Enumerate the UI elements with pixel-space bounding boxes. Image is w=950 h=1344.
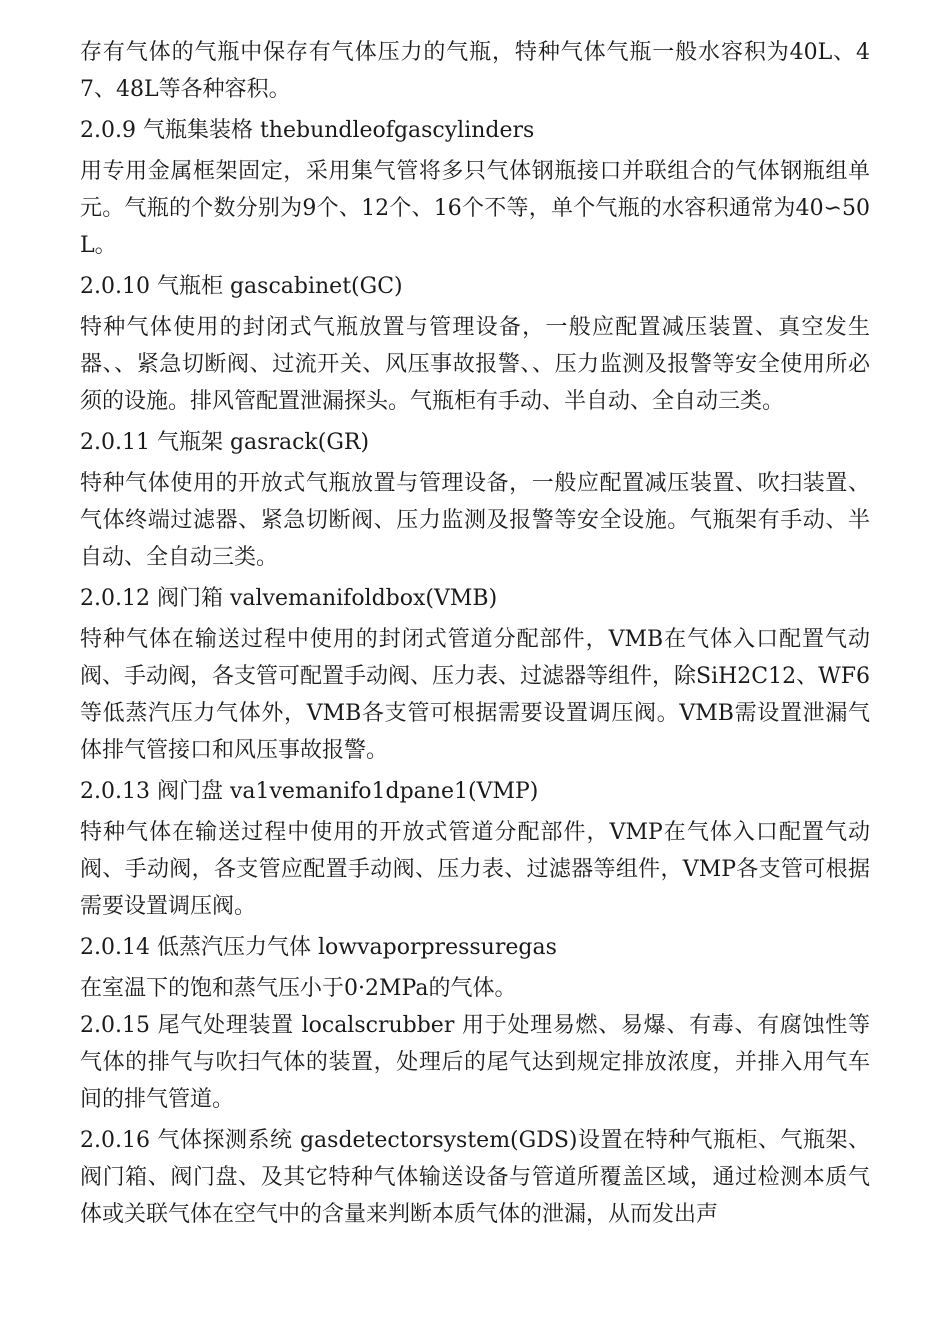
paragraph-gas-rack: 特种气体使用的开放式气瓶放置与管理设备，一般应配置减压装置、吹扫装置、气体终端过滤器、紧急切断阀、压力监测及报警等安全设施。气瓶架有手动、半自动、全自动三类。 [80, 471, 870, 570]
paragraph-valve-manifold-panel: 特种气体在输送过程中使用的开放式管道分配部件，VMP在气体入口配置气动阀、手动阀，各支管应配置手动阀、压力表、过滤器等组件，VMP各支管可根据需要设置调压阀。 [80, 820, 870, 919]
section-heading-2-0-12: 2.0.12 阀门箱 valvemanifoldbox(VMB) [80, 586, 498, 611]
paragraph-low-vapor-pressure: 在室温下的饱和蒸气压小于0·2MPa的气体。 [80, 976, 517, 1001]
section-heading-2-0-13: 2.0.13 阀门盘 va1vemanifo1dpane1(VMP) [80, 779, 539, 804]
paragraph-cylinder-bundle: 用专用金属框架固定，采用集气管将多只气体钢瓶接口并联组合的气体钢瓶组单元。气瓶的个数分别为9个、12个、16个不等，单个气瓶的水容积通常为40∽50L。 [80, 159, 870, 258]
paragraph-valve-manifold-box: 特种气体在输送过程中使用的封闭式管道分配部件，VMB在气体入口配置气动阀、手动阀，各支管可配置手动阀、压力表、过滤器等组件，除SiH2C12、WF6等低蒸汽压力气体外，VMB各支管可根据需要设置调压阀。VMB需设置泄漏气体排气管接口和风压事故报警。 [80, 627, 870, 763]
section-heading-2-0-9: 2.0.9 气瓶集装格 thebundleofgascylinders [80, 118, 535, 143]
paragraph-gas-detector-system: 2.0.16 气体探测系统 gasdetectorsystem(GDS)设置在特种气瓶柜、气瓶架、阀门箱、阀门盘、及其它特种气体输送设备与管道所覆盖区域，通过检测本质气体或关联气体在空气中的含量来判断本质气体的泄漏，从而发出声 [80, 1128, 870, 1227]
document-page [80, 34, 870, 1233]
paragraph-gas-cabinet: 特种气体使用的封闭式气瓶放置与管理设备，一般应配置减压装置、真空发生器、、紧急切断阀、过流开关、风压事故报警、、压力监测及报警等安全使用所必须的设施。排风管配置泄漏探头。气瓶柜有手动、半自动、全自动三类。 [80, 315, 870, 414]
section-heading-2-0-10: 2.0.10 气瓶柜 gascabinet(GC) [80, 274, 403, 299]
paragraph-local-scrubber: 2.0.15 尾气处理装置 localscrubber 用于处理易燃、易爆、有毒、有腐蚀性等气体的排气与吹扫气体的装置，处理后的尾气达到规定排放浓度，并排入用气车间的排气管道。 [80, 1013, 870, 1112]
section-heading-2-0-14: 2.0.14 低蒸汽压力气体 lowvaporpressuregas [80, 935, 557, 960]
paragraph-gas-cylinder-definition: 存有气体的气瓶中保存有气体压力的气瓶，特种气体气瓶一般水容积为40L、47、48L等各种容积。 [80, 40, 870, 102]
section-heading-2-0-11: 2.0.11 气瓶架 gasrack(GR) [80, 430, 370, 455]
